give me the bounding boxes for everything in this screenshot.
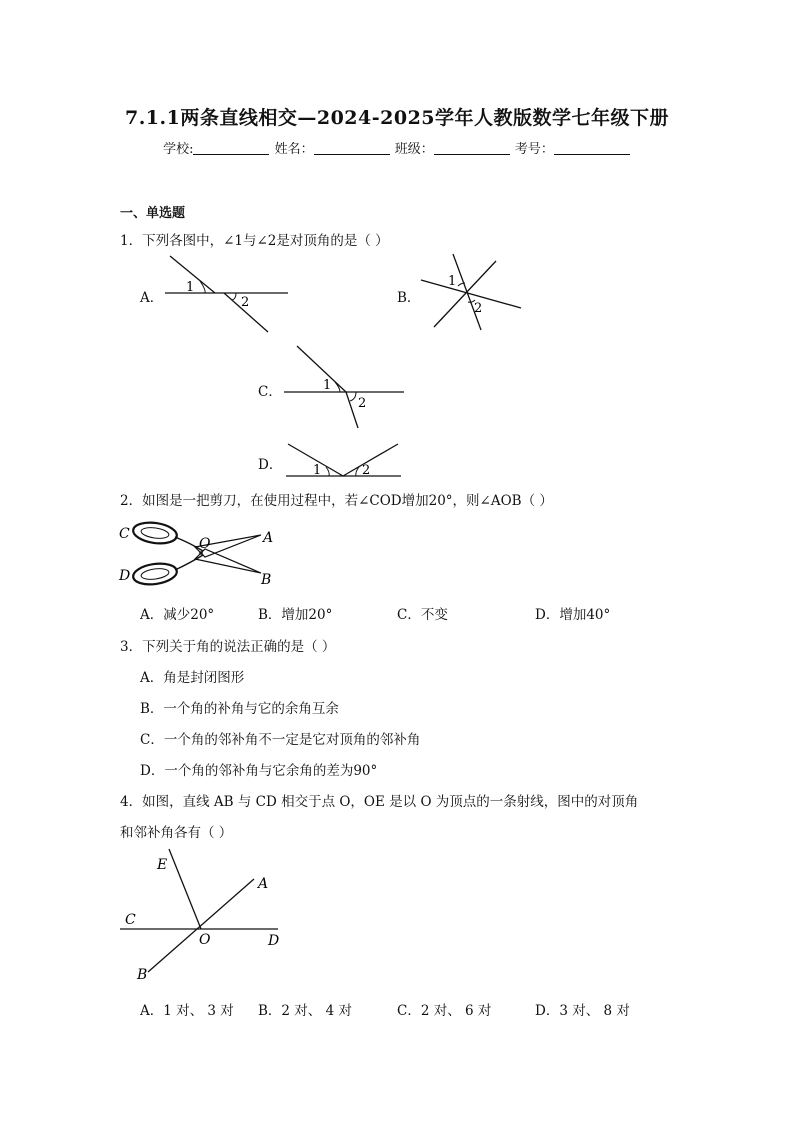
q2-label-a: A [263,530,274,546]
q2-stem: 2．如图是一把剪刀，在使用过程中，若∠COD增加20°，则∠AOB（ ） [120,493,553,509]
q1d-angle1-label: 1 [313,463,322,478]
exam-no-blank[interactable] [554,141,630,155]
q1-option-c-label: C． [258,384,282,400]
q2-label-d: D [119,568,131,584]
class-label: 班级： [394,142,434,157]
name-blank[interactable] [314,141,390,155]
q1-option-d-label: D． [258,457,283,473]
q4-label-c: C [125,912,136,928]
q1a-angle2-label: 2 [241,295,250,310]
q1-figure-c [280,343,410,433]
class-blank[interactable] [434,141,510,155]
q4-label-e: E [157,857,168,873]
q1c-angle2-label: 2 [358,396,367,411]
q1-option-a-label: A． [140,290,164,306]
q3-option-a[interactable]: A．角是封闭图形 [140,670,245,686]
q1-figure-a [160,252,300,337]
q4-label-d: D [268,933,280,949]
q1-option-b-label: B． [397,290,421,306]
q4-stem-line2: 和邻补角各有（ ） [120,825,233,841]
q2-option-c[interactable]: C．不变 [397,607,448,623]
q1a-angle1-label: 1 [186,280,195,295]
page-title: 7.1.1两条直线相交—2024-2025学年人教版数学七年级下册 [124,107,670,129]
q4-option-b[interactable]: B．2 对、 4 对 [258,1003,352,1019]
exam-no-label: 考号： [514,142,554,157]
q4-label-a: A [258,876,269,892]
q2-label-b: B [261,572,272,588]
q1b-angle2-label: 2 [474,301,483,316]
section-title: 一、单选题 [120,206,186,221]
q4-stem-line1: 4．如图，直线 AB 与 CD 相交于点 O，OE 是以 O 为顶点的一条射线，图中的对顶角 [120,794,639,810]
q4-option-c[interactable]: C．2 对、 6 对 [397,1003,492,1019]
q3-option-b[interactable]: B．一个角的补角与它的余角互余 [140,701,339,717]
q2-option-d[interactable]: D．增加40° [535,607,611,623]
q3-option-c[interactable]: C．一个角的邻补角不一定是它对顶角的邻补角 [140,732,421,748]
q1d-angle2-label: 2 [362,463,371,478]
q3-stem: 3．下列关于角的说法正确的是（ ） [120,639,336,655]
name-label: 姓名： [274,142,314,157]
student-info-line [0,138,794,157]
q1b-angle1-label: 1 [448,274,457,289]
q1-figure-b [418,250,528,335]
q4-label-o: O [199,932,211,948]
school-blank[interactable] [193,141,269,155]
q4-option-a[interactable]: A．1 对、 3 对 [140,1003,234,1019]
q2-label-c: C [119,526,130,542]
q2-label-o: O [199,536,211,552]
school-label: 学校: [163,142,194,157]
q1c-angle1-label: 1 [323,378,332,393]
q4-option-d[interactable]: D．3 对、 8 对 [535,1003,630,1019]
q1-figure-d [283,440,408,480]
q3-option-d[interactable]: D．一个角的邻补角与它余角的差为90° [140,763,378,779]
q2-option-a[interactable]: A．减少20° [140,607,215,623]
q2-option-b[interactable]: B．增加20° [258,607,333,623]
q1-stem: 1．下列各图中，∠1与∠2是对顶角的是（ ） [120,233,389,249]
q4-label-b: B [137,967,148,983]
q4-intersecting-lines-figure [115,845,290,985]
q2-scissors-figure [115,515,280,590]
